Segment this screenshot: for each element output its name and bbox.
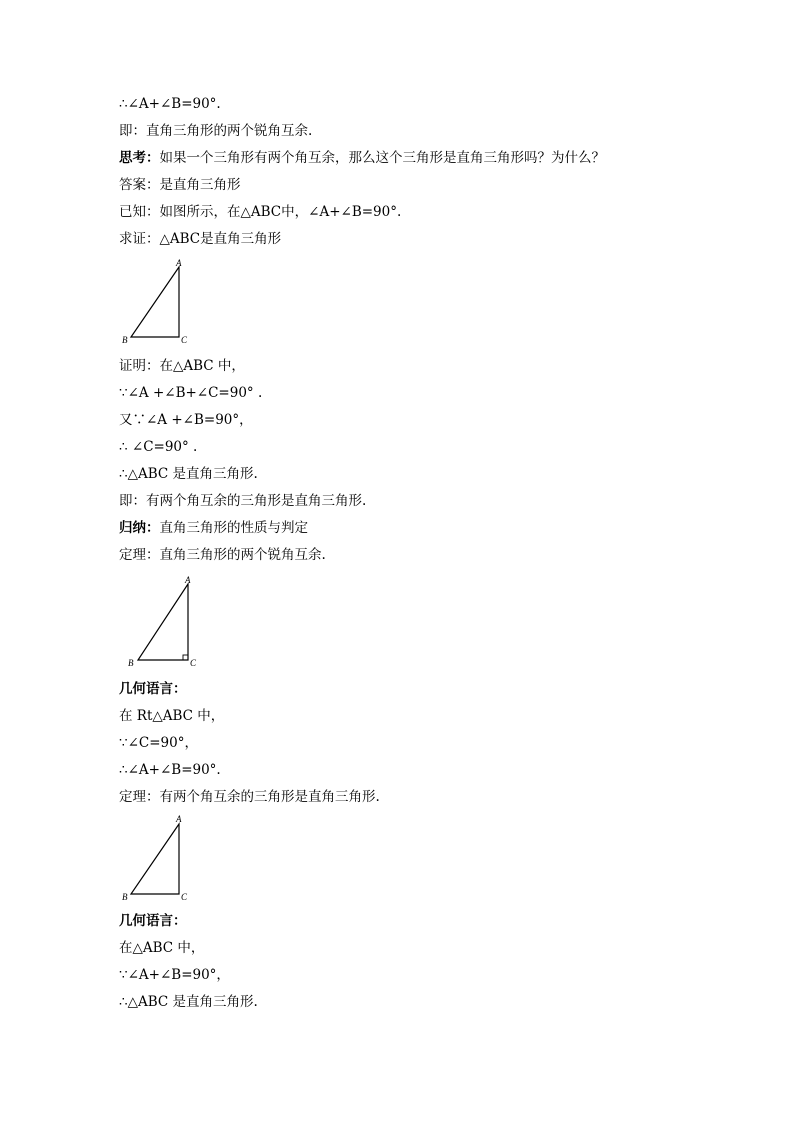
text-line: ∴△ABC 是直角三角形. [119, 994, 258, 1010]
vertex-label-c: C [181, 892, 188, 902]
text-line: 求证：△ABC是直角三角形 [119, 231, 282, 247]
section-label-geometry-language: 几何语言： [119, 913, 187, 929]
vertex-label-b: B [122, 335, 128, 345]
text-line [119, 149, 605, 167]
text-line: 证明：在△ABC 中， [119, 358, 245, 374]
question-text: 如果一个三角形有两个角互余，那么这个三角形是直角三角形吗？为什么？ [159, 150, 605, 166]
vertex-label-a: A [176, 258, 182, 268]
text-line: 即：直角三角形的两个锐角互余. [119, 123, 313, 139]
text-line: 答案：是直角三角形 [119, 177, 241, 193]
text-line: 在 Rt△ABC 中， [119, 708, 225, 724]
text-line: 在△ABC 中， [119, 940, 205, 956]
text-line: ∴△ABC 是直角三角形. [119, 466, 258, 482]
text-line: 即：有两个角互余的三角形是直角三角形. [119, 493, 367, 509]
triangle-figure-2 [125, 574, 205, 669]
triangle-figure-1 [118, 258, 198, 348]
text-line: ∴ ∠C=90° . [119, 439, 198, 455]
vertex-label-a: A [185, 575, 191, 585]
text-line: ∴∠A+∠B=90°. [119, 96, 221, 112]
vertex-label-b: B [122, 892, 128, 902]
text-line: ∵∠A+∠B=90°， [119, 967, 230, 983]
vertex-label-c: C [190, 658, 197, 668]
text-line: ∵∠A +∠B+∠C=90° . [119, 385, 263, 401]
section-label-thinking: 思考： [119, 150, 160, 166]
text-line: 定理：有两个角互余的三角形是直角三角形. [119, 789, 380, 805]
vertex-label-c: C [181, 335, 188, 345]
text-line [119, 519, 308, 537]
text-line: ∵∠C=90°， [119, 735, 198, 751]
summary-text: 直角三角形的性质与判定 [159, 520, 308, 536]
text-line: ∴∠A+∠B=90°. [119, 762, 221, 778]
triangle-figure-3 [118, 814, 198, 904]
text-line: 定理：直角三角形的两个锐角互余. [119, 547, 326, 563]
right-angle-mark [183, 655, 188, 660]
text-line: 已知：如图所示，在△ABC中，∠A+∠B=90°. [119, 204, 402, 220]
vertex-label-a: A [176, 814, 182, 824]
text-line: 又∵∠A +∠B=90°， [119, 412, 253, 428]
section-label-geometry-language: 几何语言： [119, 681, 187, 697]
section-label-summary: 归纳： [119, 520, 160, 536]
vertex-label-b: B [128, 658, 134, 668]
